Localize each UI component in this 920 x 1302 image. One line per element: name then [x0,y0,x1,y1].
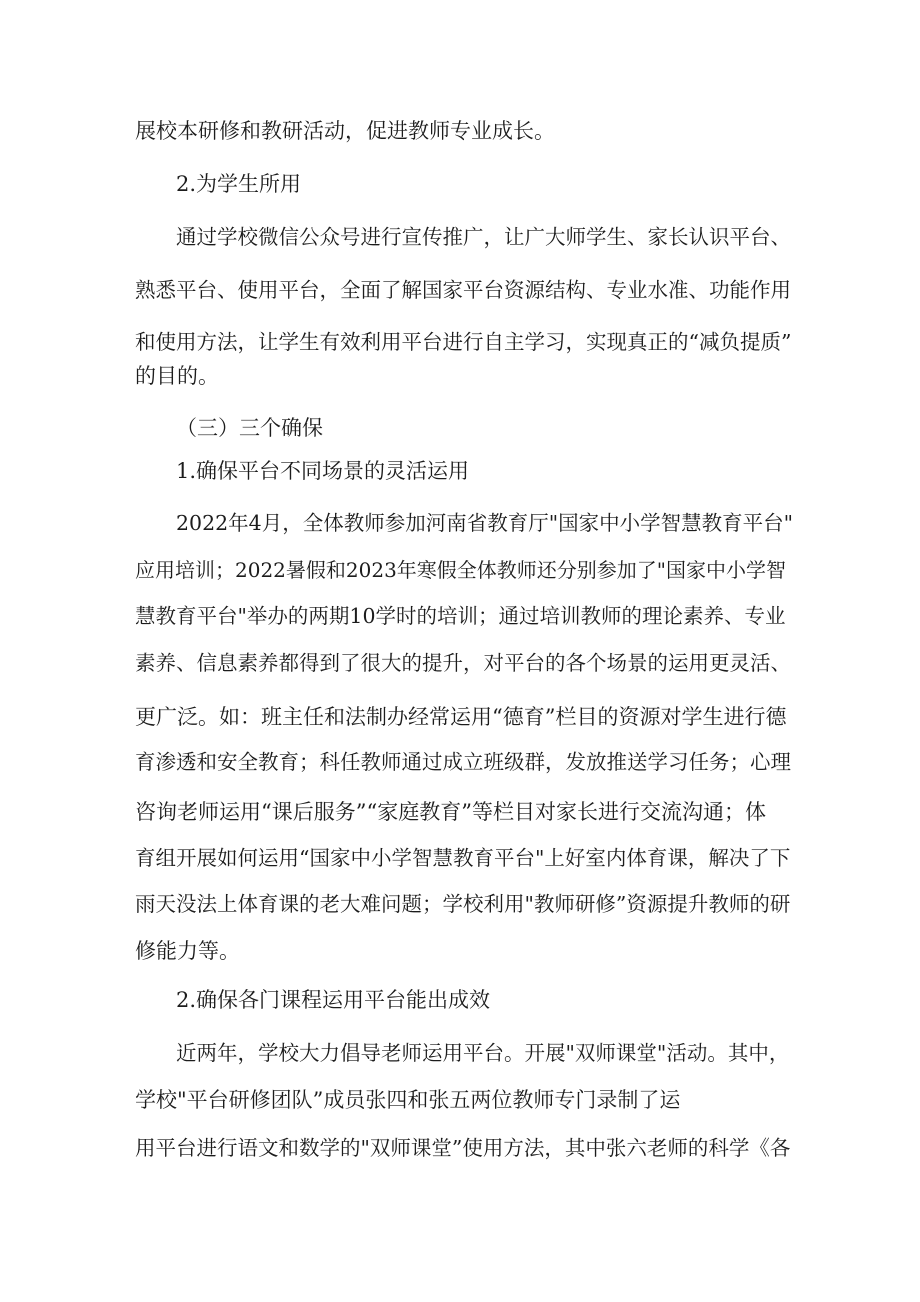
paragraph-line: 学校"平台研修团队”成员张四和张五两位教师专门录制了运 [135,1088,681,1112]
paragraph-line: 熟悉平台、使用平台，全面了解国家平台资源结构、专业水准、功能作用 [135,278,791,302]
subsection-heading: 2.确保各门课程运用平台能出成效 [176,988,491,1012]
paragraph-line: 通过学校微信公众号进行宣传推广，让广大师学生、家长认识平台、 [176,225,791,249]
paragraph-line: 咨询老师运用“课后服务”“家庭教育”等栏目对家长进行交流沟通；体 [135,800,766,824]
paragraph-line: 2022年4月，全体教师参加河南省教育厅"国家中小学智慧教育平台" [176,511,794,535]
paragraph-line: 育渗透和安全教育；科任教师通过成立班级群，发放推送学习任务；心理 [135,750,791,774]
paragraph-line: 雨天没法上体育课的老大难问题；学校利用"教师研修”资源提升教师的研 [135,892,791,916]
paragraph-line: 展校本研修和教研活动，促进教师专业成长。 [135,119,555,143]
paragraph-line: 素养、信息素养都得到了很大的提升，对平台的各个场景的运用更灵活、 [135,651,791,675]
paragraph-line: 慧教育平台"举办的两期10学时的培训；通过培训教师的理论素养、专业 [135,604,786,628]
paragraph-line: 育组开展如何运用“国家中小学智慧教育平台"上好室内体育课，解决了下 [135,846,791,870]
paragraph-line: 和使用方法，让学生有效利用平台进行自主学习，实现真正的“减负提质” [135,330,792,354]
paragraph-line: 的目的。 [135,364,219,388]
paragraph-line: 近两年，学校大力倡导老师运用平台。开展"双师课堂"活动。其中， [176,1041,790,1065]
subsection-heading: 2.为学生所用 [176,172,302,196]
paragraph-line: 应用培训；2022暑假和2023年寒假全体教师还分别参加了"国家中小学智 [135,558,786,582]
paragraph-line: 更广泛。如：班主任和法制办经常运用“德育”栏目的资源对学生进行德 [135,705,787,729]
paragraph-line: 修能力等。 [135,939,240,963]
paragraph-line: 用平台进行语文和数学的"双师课堂”使用方法，其中张六老师的科学《各 [135,1136,791,1160]
section-heading: （三）三个确保 [176,416,323,440]
subsection-heading: 1.确保平台不同场景的灵活运用 [176,459,470,483]
